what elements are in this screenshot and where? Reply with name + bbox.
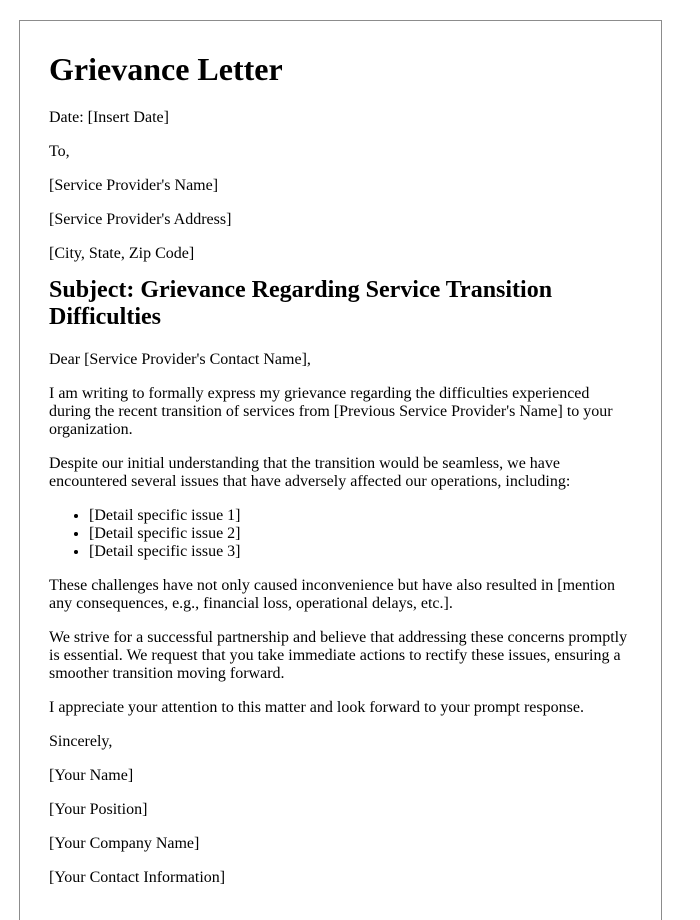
letter-page (19, 20, 662, 920)
subject-heading: Subject: Grievance Regarding Service Transition Difficulties (49, 277, 553, 330)
body-paragraph: I appreciate your attention to this matter and look forward to your prompt response. (49, 699, 584, 716)
body-paragraph: Despite our initial understanding that the transition would be seamless, we have encountered several issues that have adversely affected our operations, including: (49, 455, 571, 490)
body-paragraph: We strive for a successful partnership and believe that addressing these concerns promptly is essential. We request that you take immediate actions to rectify these issues, ensuring a smoother transition moving forward. (49, 629, 628, 682)
body-paragraph: I am writing to formally express my grievance regarding the difficulties experienced during the recent transition of services from [Previous Service Provider's Name] to your organization. (49, 385, 613, 438)
signature-name: [Your Name] (49, 767, 134, 784)
issue-item: • [Detail specific issue 2] (89, 525, 632, 543)
signature-contact: [Your Contact Information] (49, 869, 226, 886)
signature-company: [Your Company Name] (49, 835, 200, 852)
recipient-city-state-zip: [City, State, Zip Code] (49, 245, 195, 262)
recipient-name: [Service Provider's Name] (49, 177, 219, 194)
date-line: Date: [Insert Date] (49, 109, 169, 126)
issue-item: • [Detail specific issue 1] (89, 507, 632, 525)
signature-position: [Your Position] (49, 801, 148, 818)
to-line: To, (49, 143, 70, 160)
greeting: Dear [Service Provider's Contact Name], (49, 351, 311, 368)
body-paragraph: These challenges have not only caused inconvenience but have also resulted in [mention any consequences, e.g., financial loss, operational delays, etc.]. (49, 577, 616, 612)
sign-off: Sincerely, (49, 733, 113, 750)
letter-title: Grievance Letter (49, 51, 283, 87)
recipient-address: [Service Provider's Address] (49, 211, 232, 228)
issue-item: • [Detail specific issue 3] (89, 543, 632, 561)
issues-list (49, 507, 632, 561)
